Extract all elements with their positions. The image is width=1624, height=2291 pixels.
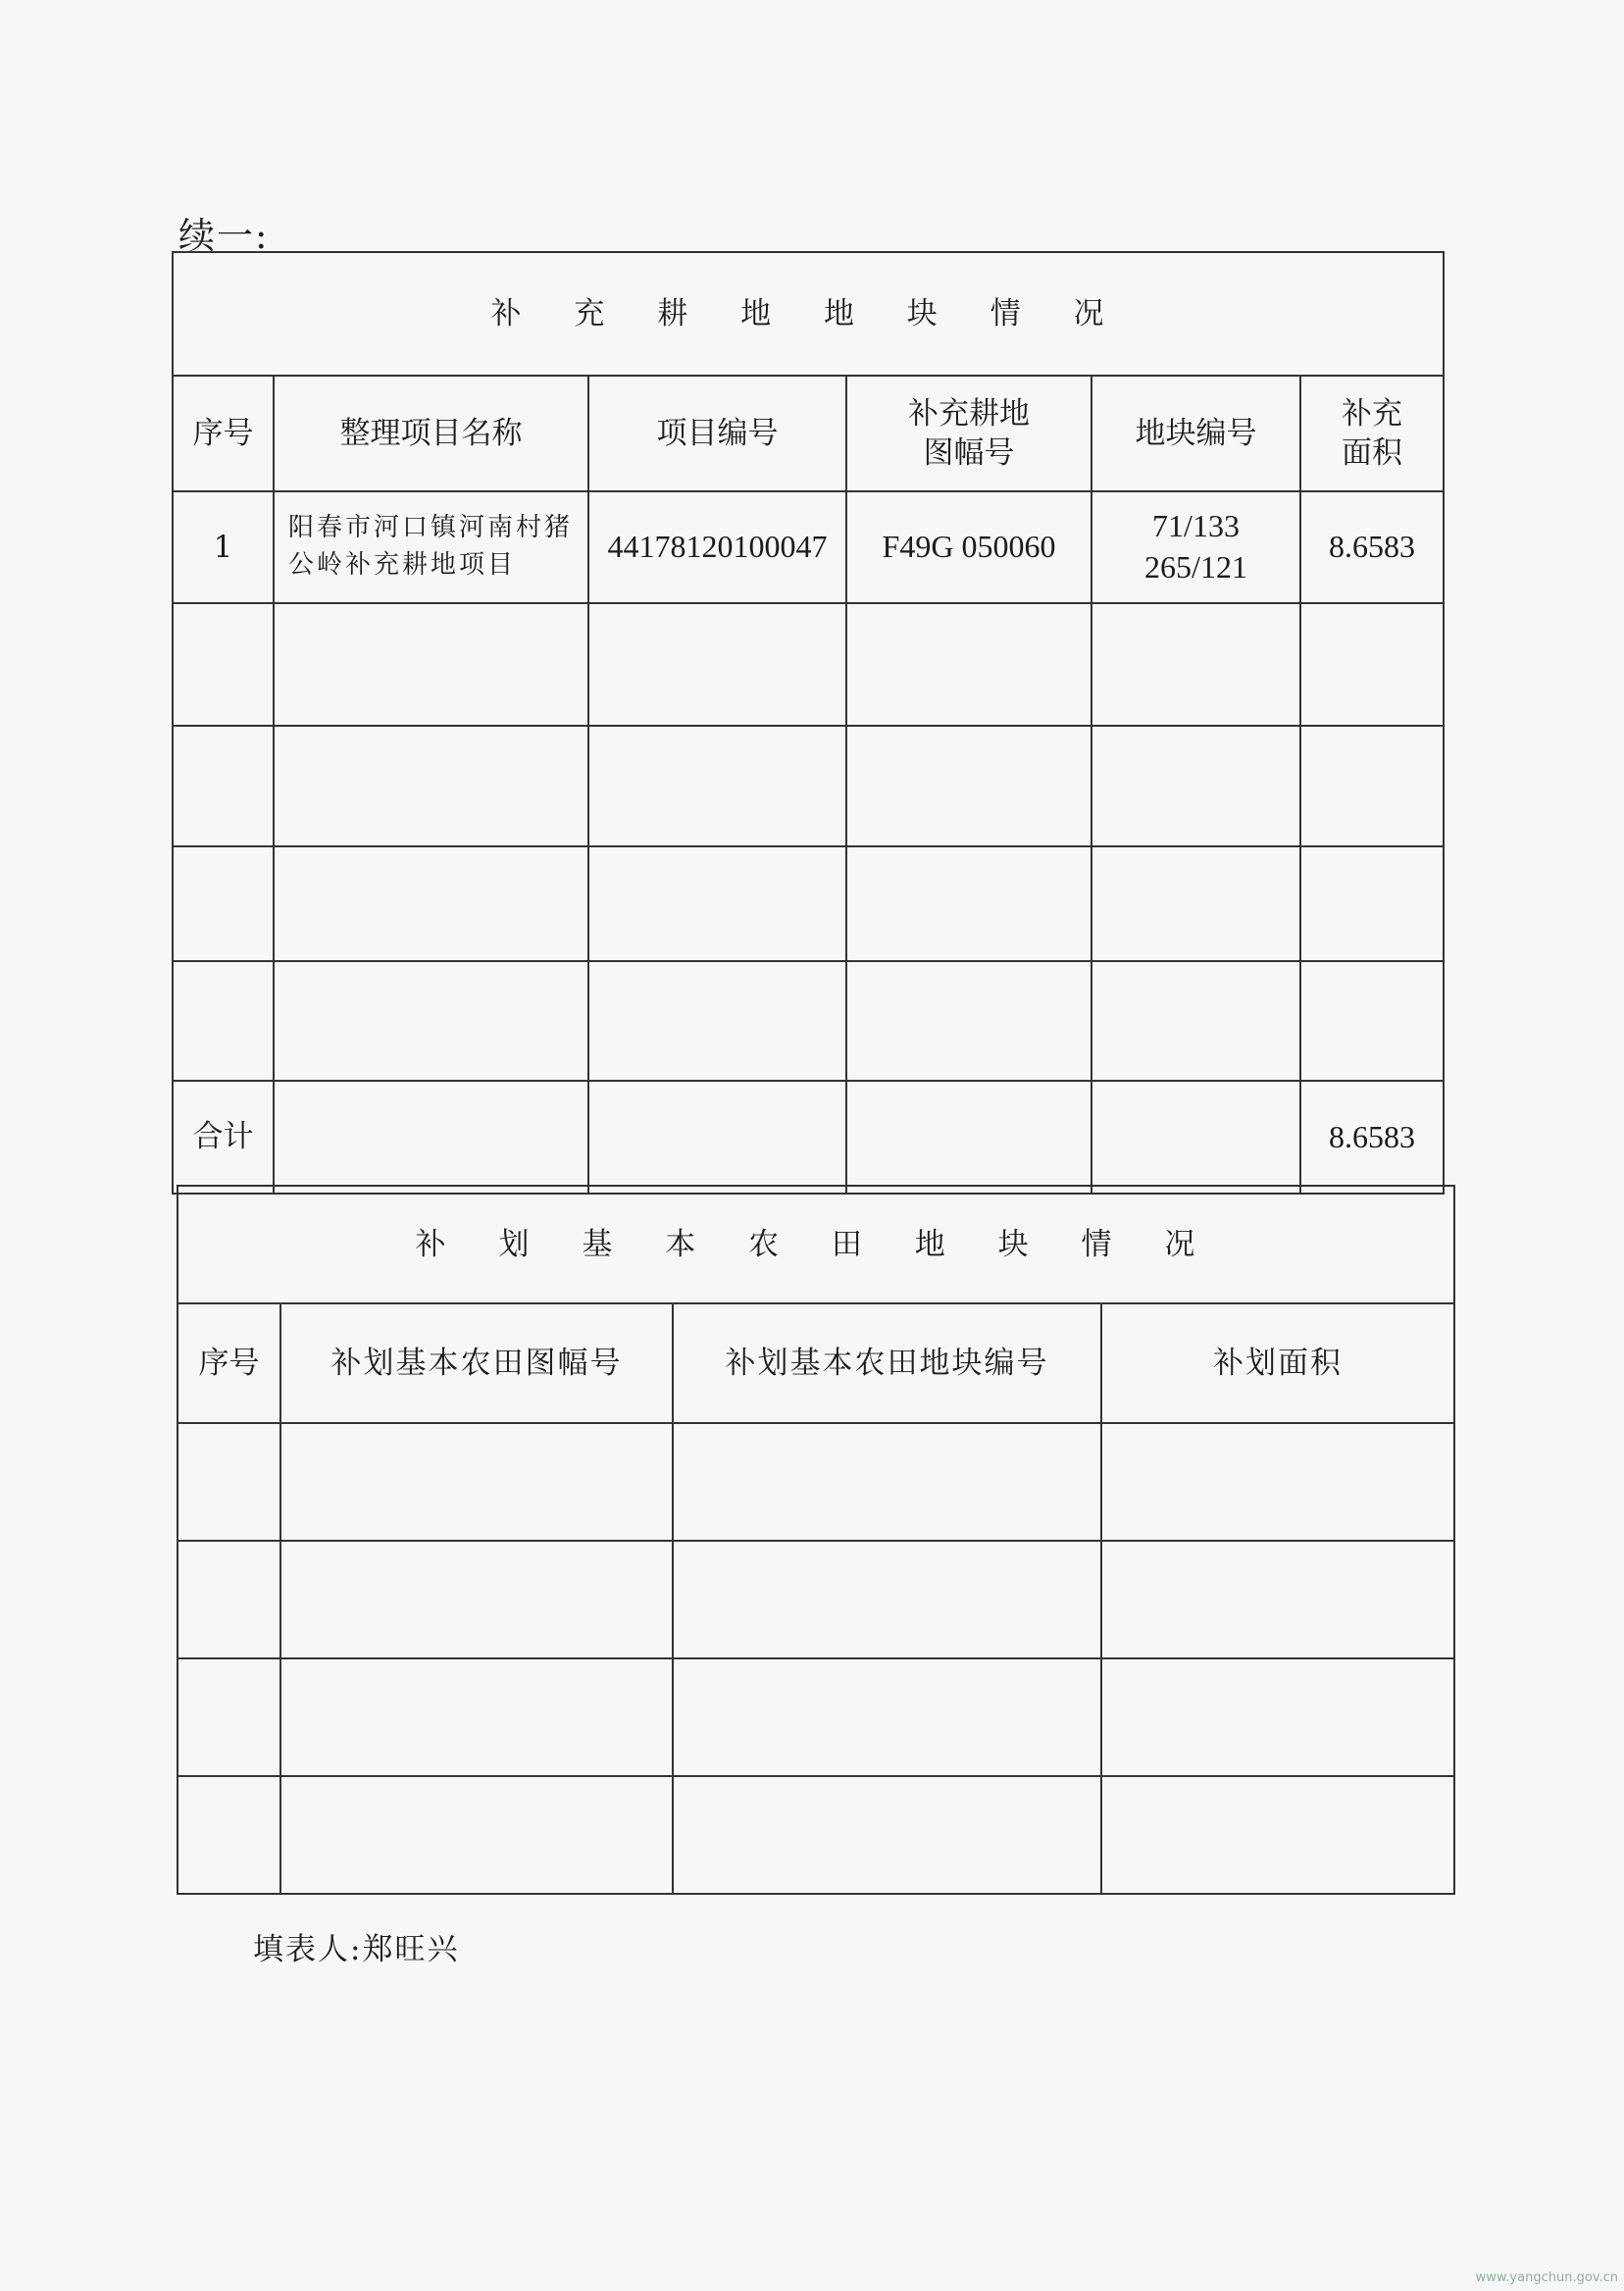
total-row bbox=[173, 1081, 1444, 1194]
row-map-sheet: F49G 050060 bbox=[846, 491, 1091, 603]
farmland-header-area: 补划面积 bbox=[1101, 1303, 1454, 1423]
row-seq: 1 bbox=[173, 491, 274, 603]
row-project-name bbox=[274, 491, 588, 603]
farmland-header-parcel-no: 补划基本农田地块编号 bbox=[673, 1303, 1101, 1423]
farmland-header-map-sheet: 补划基本农田图幅号 bbox=[280, 1303, 673, 1423]
header-project-name: 整理项目名称 bbox=[274, 376, 588, 491]
header-map-sheet-line1: 补充耕地 bbox=[908, 395, 1030, 432]
row-parcel-no-line1: 71/133 bbox=[1152, 508, 1240, 544]
page-heading: 续一: bbox=[178, 215, 270, 257]
row-project-no: 44178120100047 bbox=[588, 491, 846, 603]
basic-farmland-table bbox=[177, 1185, 1455, 1895]
site-watermark: www.yangchun.gov.cn bbox=[1475, 2270, 1618, 2285]
filler-label: 填表人: bbox=[253, 1932, 363, 1967]
cultivated-header-row bbox=[173, 376, 1444, 491]
header-area bbox=[1300, 376, 1444, 491]
empty-row bbox=[178, 1423, 1454, 1541]
farmland-section-title: 补 划 基 本 农 田 地 块 情 况 bbox=[178, 1186, 1454, 1303]
farmland-header-seq: 序号 bbox=[178, 1303, 280, 1423]
row-parcel-no-line2: 265/121 bbox=[1144, 549, 1247, 585]
header-map-sheet bbox=[846, 376, 1091, 491]
total-area: 8.6583 bbox=[1300, 1081, 1444, 1194]
empty-row bbox=[178, 1776, 1454, 1894]
total-label: 合计 bbox=[173, 1081, 274, 1194]
empty-row bbox=[178, 1658, 1454, 1776]
empty-row bbox=[173, 961, 1444, 1081]
header-map-sheet-line2: 图幅号 bbox=[923, 435, 1015, 471]
row-area: 8.6583 bbox=[1300, 491, 1444, 603]
header-parcel-no: 地块编号 bbox=[1091, 376, 1300, 491]
header-area-line1: 补充 bbox=[1342, 395, 1403, 432]
header-seq: 序号 bbox=[173, 376, 274, 491]
row-project-name-line1: 阳春市河口镇河南村猪 bbox=[288, 513, 574, 543]
empty-row bbox=[173, 726, 1444, 846]
header-area-line2: 面积 bbox=[1342, 435, 1403, 471]
empty-row bbox=[178, 1541, 1454, 1658]
empty-row bbox=[173, 846, 1444, 961]
row-parcel-no bbox=[1091, 491, 1300, 603]
cultivated-land-table bbox=[172, 251, 1445, 1195]
filler-name: 郑旺兴 bbox=[362, 1932, 460, 1967]
table-row bbox=[173, 491, 1444, 603]
filler-signature bbox=[253, 1924, 459, 1968]
header-project-no: 项目编号 bbox=[588, 376, 846, 491]
row-project-name-line2: 公岭补充耕地项目 bbox=[288, 550, 517, 580]
empty-row bbox=[173, 603, 1444, 726]
farmland-header-row bbox=[178, 1303, 1454, 1423]
cultivated-section-title: 补 充 耕 地 地 块 情 况 bbox=[173, 252, 1444, 376]
